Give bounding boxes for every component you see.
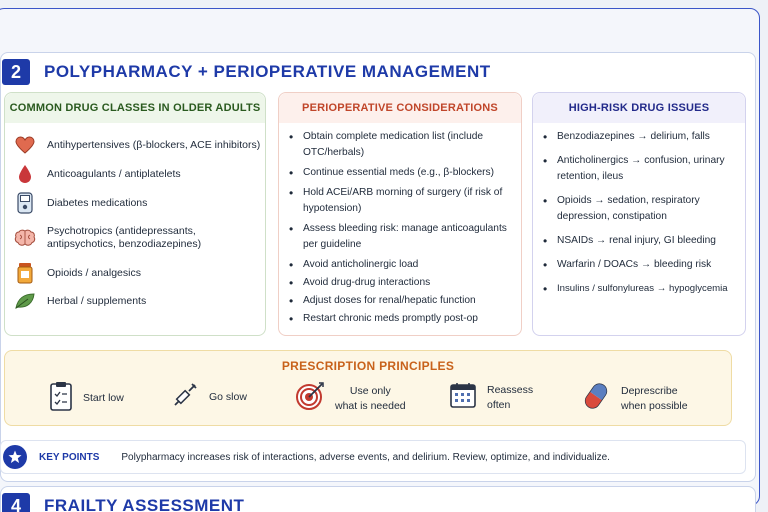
section-2-header [0,58,491,86]
list-item [13,287,265,315]
leaf-icon [13,290,37,312]
list-item [13,259,265,287]
brain-icon [13,227,37,249]
section-4-header [0,492,244,512]
list-item: • Avoid anticholinergic load [289,257,513,273]
principle-line1: Go slow [209,391,247,403]
drug-class-label: Anticoagulants / antiplatelets [47,167,181,180]
list-item: • NSAIDs → renal injury, GI bleeding [543,233,737,249]
principle-line2: often [487,398,511,411]
list-item [13,159,265,189]
blood-drop-icon [13,163,37,185]
list-item [13,189,265,217]
drug-class-label: Diabetes medications [47,196,148,209]
section-number-badge: 2 [2,59,30,85]
list-item [13,131,265,159]
principle-line2: what is needed [335,399,406,412]
drug-class-list [5,123,265,315]
list-item: • Hold ACEi/ARB morning of surgery (if risk of hypotension) [289,185,513,217]
principle-line1: Start low [83,392,124,404]
principle-label [83,391,124,406]
target-icon [295,381,325,416]
principle-line1: Reassess [487,383,534,396]
list-item: • Benzodiazepines → delirium, falls [543,129,737,145]
principle-line1: Deprescribe [621,384,678,397]
high-risk-card [532,92,746,336]
star-icon [3,445,27,469]
prescription-principles [4,350,732,426]
principle-item [449,381,533,414]
capsule-icon [581,381,611,416]
list-item: • Warfarin / DOACs → bleeding risk [543,257,737,273]
drug-class-label: Psychotropics (antidepressants, antipsychotics, benzodiazepines) [47,225,202,250]
principle-item [295,381,406,416]
principle-line2: when possible [621,399,688,412]
pill-bottle-icon [13,262,37,284]
clipboard-icon [49,381,73,416]
principle-line1: Use only [349,384,391,397]
principle-label [621,384,688,414]
high-risk-list [533,123,745,297]
principle-item [581,381,688,416]
list-item: • Assess bleeding risk: manage anticoagulants per guideline [289,221,513,253]
principles-title: PRESCRIPTION PRINCIPLES [281,359,455,373]
list-item: • Opioids → sedation, respiratory depression, constipation [543,193,737,225]
card-title: COMMON DRUG CLASSES IN OLDER ADULTS [5,93,265,123]
list-item: • Adjust doses for renal/hepatic function [289,293,513,309]
drug-class-label: Antihypertensives (β-blockers, ACE inhibitors) [47,138,261,151]
principle-label [335,384,406,414]
principle-label [487,383,533,413]
list-item: • Obtain complete medication list (include OTC/herbals) [289,129,513,161]
drug-class-label: Herbal / supplements [47,294,147,307]
list-item: • Avoid drug-drug interactions [289,275,513,291]
list-item: • Anticholinergics → confusion, urinary retention, ileus [543,153,737,185]
principle-label [209,390,247,405]
list-item: • Continue essential meds (e.g., β-blockers) [289,165,513,181]
drug-class-label: Opioids / analgesics [47,266,141,279]
perioperative-card [278,92,522,336]
perioperative-list [279,123,521,327]
section-title: POLYPHARMACY + PERIOPERATIVE MANAGEMENT [44,62,491,81]
section-number-badge: 4 [2,493,30,512]
drug-classes-card [4,92,266,336]
list-item: • Insulins / sulfonylureas → hypoglycemia [543,281,737,297]
key-points-label: KEY POINTS [39,451,100,463]
card-title: PERIOPERATIVE CONSIDERATIONS [279,93,521,123]
syringe-icon [171,381,199,414]
section-title: FRAILTY ASSESSMENT [44,496,245,512]
calendar-icon [449,381,477,414]
list-item: • Restart chronic meds promptly post-op [289,311,513,327]
principle-item [171,381,247,414]
card-title: HIGH-RISK DRUG ISSUES [533,93,745,123]
heart-icon [13,134,37,156]
principle-item [49,381,124,416]
glucose-meter-icon [13,192,37,214]
key-points-text: Polypharmacy increases risk of interactions, adverse events, and delirium. Review, optimize, and individualize. [121,451,610,463]
list-item [13,217,265,259]
key-points-bar [0,440,746,474]
